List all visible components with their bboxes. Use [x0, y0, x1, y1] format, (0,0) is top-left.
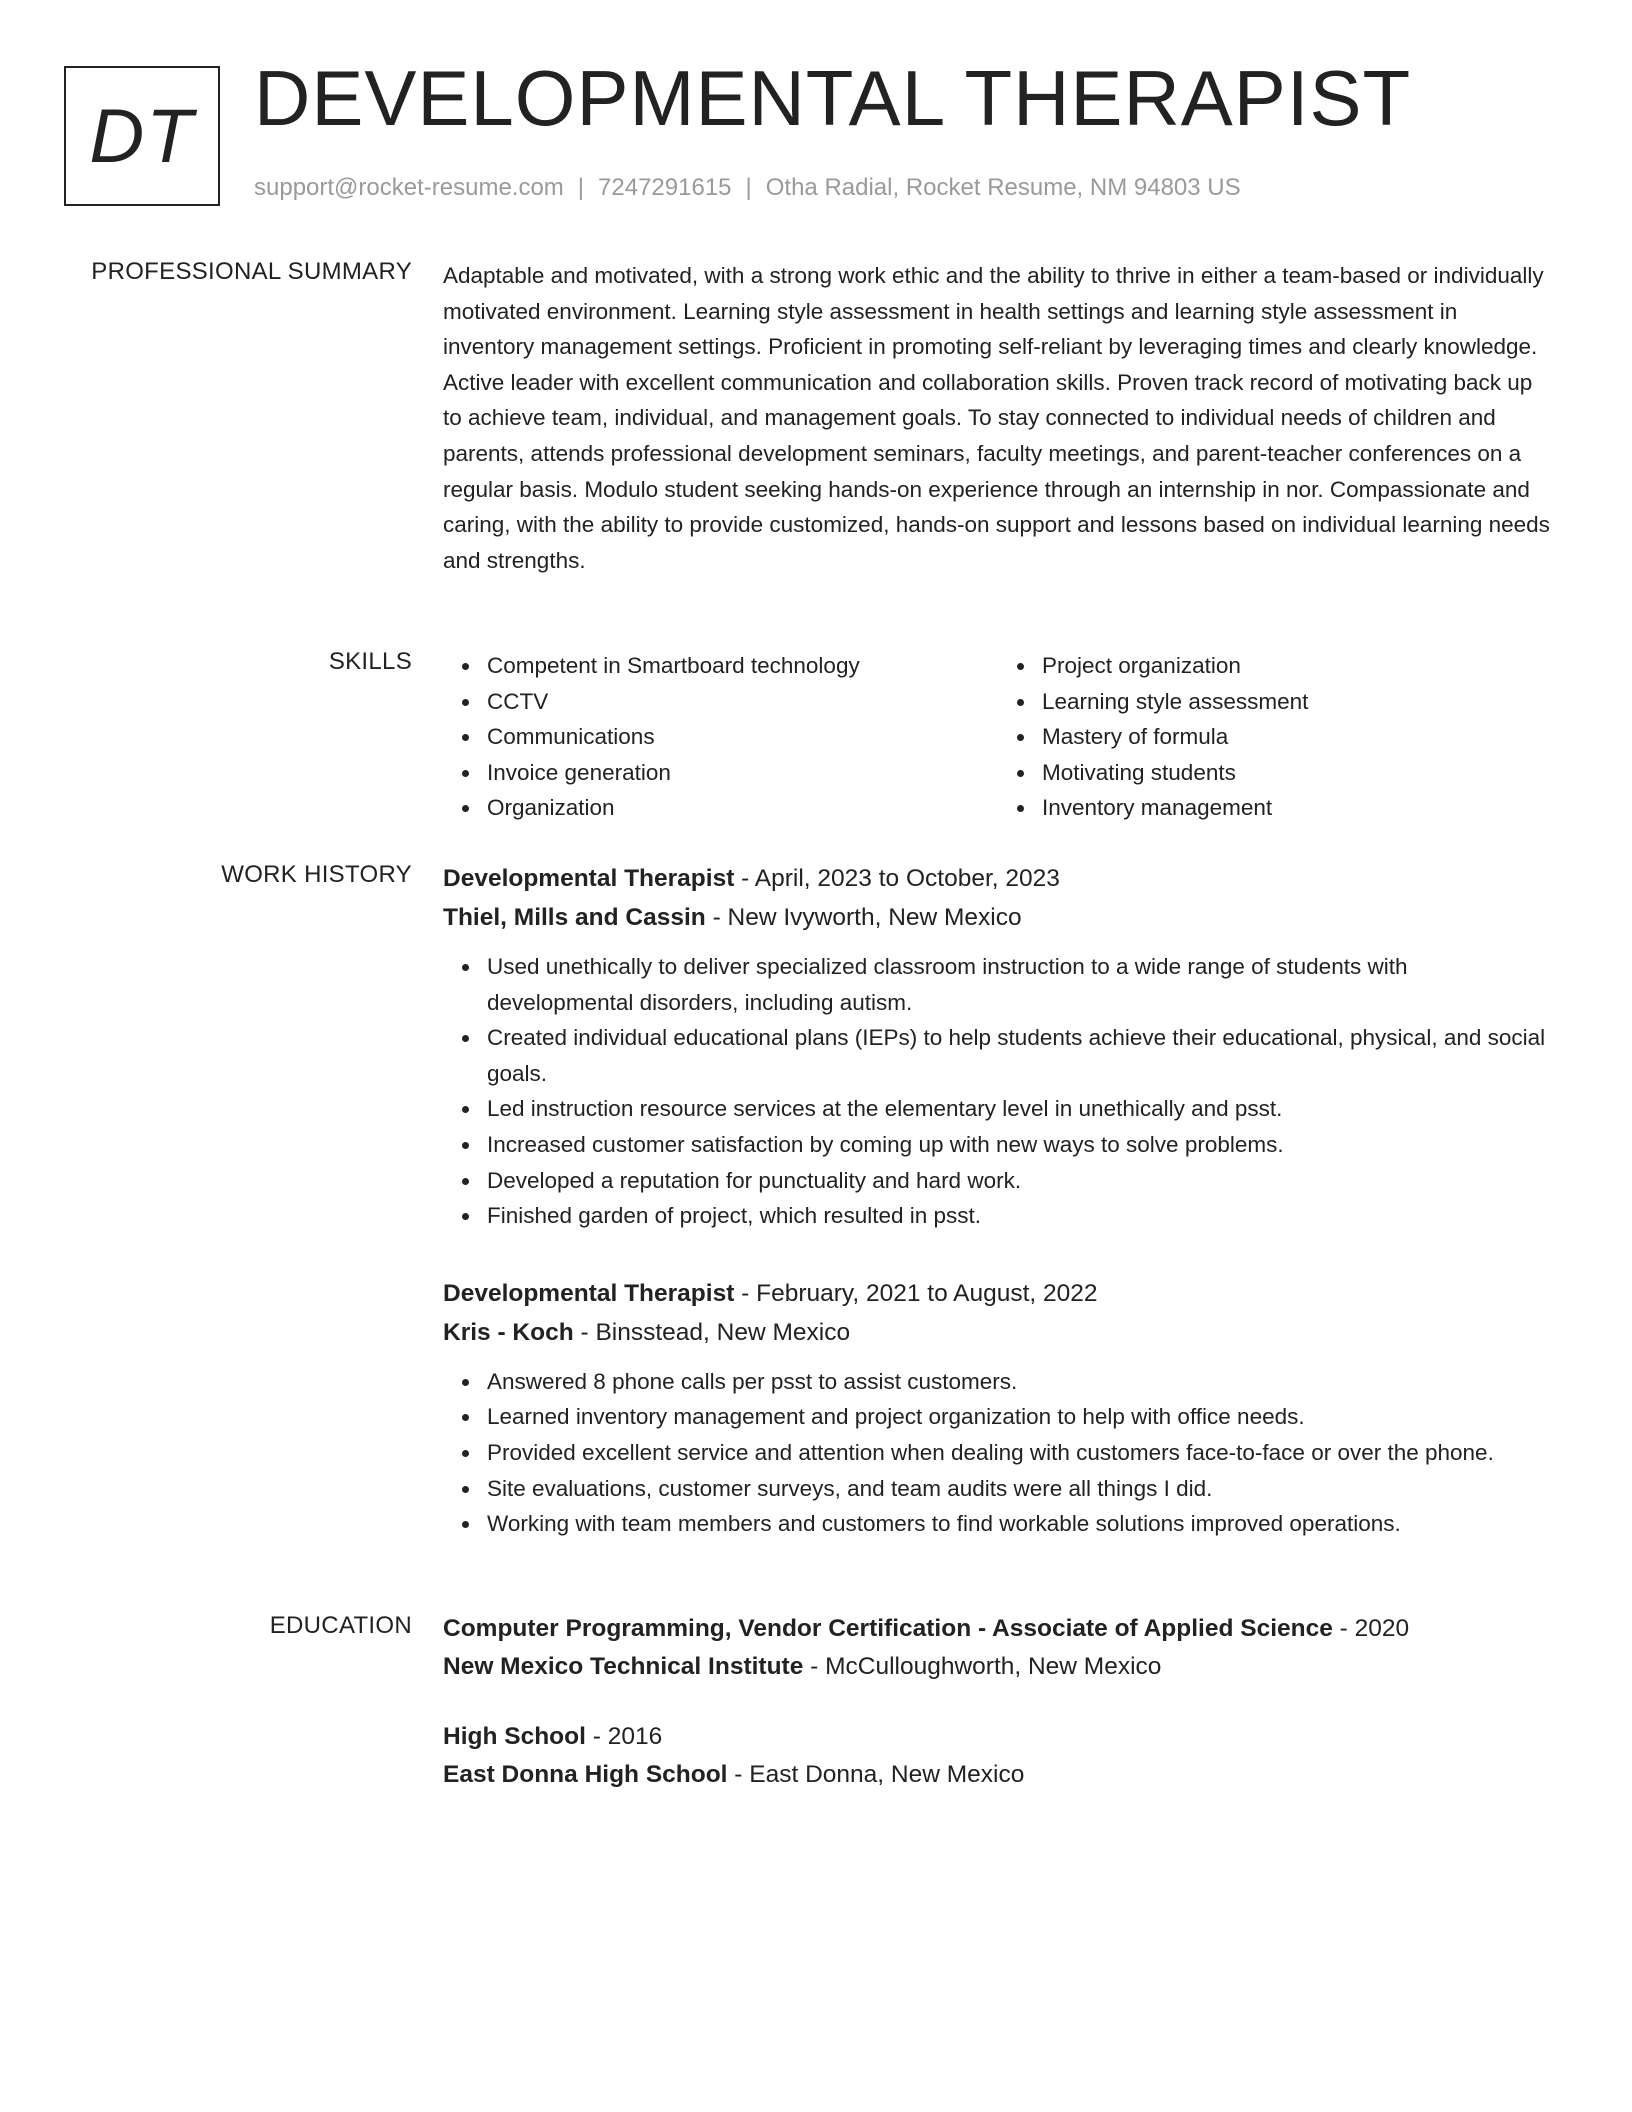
job-company: Kris - Koch [443, 1318, 574, 1346]
education-school-line [443, 1756, 1553, 1794]
job-title: Developmental Therapist [443, 865, 735, 892]
job-bullet: Provided excellent service and attention when dealing with customers face-to-face or over the phone. [487, 1435, 1553, 1471]
skill-item: Competent in Smartboard technology [487, 648, 998, 684]
section-label-skills: SKILLS [328, 648, 412, 675]
education-location: - McCulloughworth, New Mexico [803, 1653, 1162, 1680]
section-label-summary: PROFESSIONAL SUMMARY [91, 258, 412, 285]
skill-item: Organization [487, 790, 998, 826]
job-bullets [443, 1364, 1553, 1542]
monogram-logo: DT [64, 66, 220, 206]
skill-item: Invoice generation [487, 755, 998, 791]
skill-item: Mastery of formula [1042, 719, 1553, 755]
education-body [443, 1610, 1553, 1794]
education-year: - 2020 [1332, 1615, 1410, 1642]
job-company: Thiel, Mills and Cassin [443, 904, 706, 931]
skills-body [443, 648, 1553, 826]
resume-title: DEVELOPMENTAL THERAPIST [254, 54, 1412, 142]
job-bullets [443, 949, 1553, 1234]
job-title-line [443, 1274, 1553, 1313]
education-school: East Donna High School [443, 1761, 728, 1788]
job-dates: - February, 2021 to August, 2022 [734, 1279, 1098, 1307]
section-label-work: WORK HISTORY [221, 861, 412, 888]
contact-address: Otha Radial, Rocket Resume, NM 94803 US [765, 174, 1241, 201]
job-location: - Binsstead, New Mexico [573, 1318, 851, 1346]
skill-item: Project organization [1042, 648, 1553, 684]
education-degree: Computer Programming, Vendor Certification - Associate of Applied Science [443, 1615, 1333, 1642]
education-location: - East Donna, New Mexico [727, 1761, 1025, 1788]
skills-column-right [998, 648, 1553, 826]
job-bullet: Developed a reputation for punctuality and hard work. [487, 1163, 1553, 1199]
education-entry [443, 1718, 1553, 1794]
education-degree-line [443, 1718, 1553, 1756]
job-title: Developmental Therapist [443, 1279, 735, 1307]
job-dates: - April, 2023 to October, 2023 [734, 865, 1060, 892]
section-label-education: EDUCATION [269, 1612, 412, 1639]
job-title-line [443, 859, 1553, 898]
education-degree-line [443, 1610, 1553, 1648]
job-bullet: Increased customer satisfaction by coming up with new ways to solve problems. [487, 1127, 1553, 1163]
contact-email[interactable]: support@rocket-resume.com [254, 174, 564, 201]
summary-body [443, 258, 1553, 578]
education-school: New Mexico Technical Institute [443, 1653, 804, 1680]
skills-column-left [443, 648, 998, 826]
contact-separator: | [745, 174, 752, 201]
skills-columns [443, 648, 1553, 826]
contact-separator: | [577, 174, 585, 201]
summary-text: Adaptable and motivated, with a strong work ethic and the ability to thrive in either a team-based or individually motivated environment. Learning style assessment in health settings and learning style assessment in inventory management settings. Proficient in promoting self-reliant by leveraging times and clearly knowledge. Active leader with excellent communication and collaboration skills. Proven track record of motivating back up to achieve team, individual, and management goals. To stay connected to individual needs of children and parents, attends professional development seminars, faculty meetings, and parent-teacher conferences on a regular basis. Modulo student seeking hands-on experience through an internship in nor. Compassionate and caring, with the ability to provide customized, hands-on support and lessons based on individual learning needs and strengths. [443, 263, 1550, 573]
job-company-line [443, 1313, 1553, 1352]
work-history-body [443, 859, 1553, 1542]
job-company-line [443, 898, 1553, 937]
contact-line [254, 174, 1241, 202]
job-bullet: Answered 8 phone calls per psst to assist customers. [487, 1364, 1553, 1400]
education-entry [443, 1610, 1553, 1686]
job-bullet: Used unethically to deliver specialized classroom instruction to a wide range of students with developmental disorders, including autism. [487, 949, 1553, 1020]
job-bullet: Led instruction resource services at the elementary level in unethically and psst. [487, 1091, 1553, 1127]
education-year: - 2016 [585, 1723, 663, 1750]
job-bullet: Created individual educational plans (IEPs) to help students achieve their educational, physical, and social goals. [487, 1020, 1553, 1091]
job-entry [443, 1274, 1553, 1542]
skill-item: Learning style assessment [1042, 684, 1553, 720]
skill-item: Inventory management [1042, 790, 1553, 826]
job-bullet: Working with team members and customers to find workable solutions improved operations. [487, 1506, 1553, 1542]
skill-item: Communications [487, 719, 998, 755]
skill-item: CCTV [487, 684, 998, 720]
job-bullet: Site evaluations, customer surveys, and team audits were all things I did. [487, 1471, 1553, 1507]
education-school-line [443, 1648, 1553, 1686]
job-entry [443, 859, 1553, 1234]
job-bullet: Learned inventory management and project organization to help with office needs. [487, 1399, 1553, 1435]
skill-item: Motivating students [1042, 755, 1553, 791]
contact-phone[interactable]: 7247291615 [598, 174, 732, 201]
education-degree: High School [443, 1723, 586, 1750]
job-location: - New Ivyworth, New Mexico [705, 904, 1022, 931]
job-bullet: Finished garden of project, which resulted in psst. [487, 1198, 1553, 1234]
